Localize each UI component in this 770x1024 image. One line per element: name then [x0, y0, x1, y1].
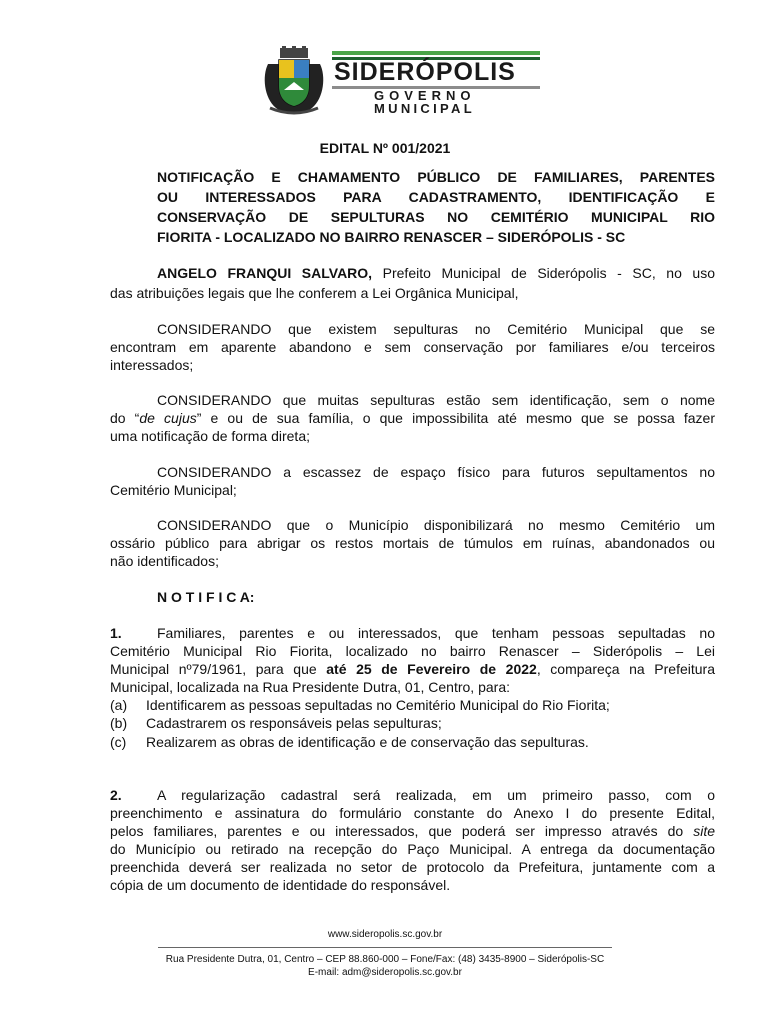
item2-number: 2.	[110, 787, 122, 803]
item1-line-2: Cemitério Municipal Rio Fiorita, localizado no bairro Renascer – Siderópolis – Lei	[110, 643, 715, 659]
considerando1-line-1: CONSIDERANDO que existem sepulturas no Cemitério Municipal que se	[157, 321, 715, 337]
item1-deadline: até 25 de Fevereiro de 2022	[326, 661, 537, 677]
item1-line-3	[110, 660, 715, 678]
subitem-b-text: Cadastrarem os responsáveis pelas sepulturas;	[146, 715, 442, 731]
item2-site-italic: site	[693, 823, 715, 839]
item1-number: 1.	[110, 625, 122, 641]
item2-line-2: preenchimento e assinatura do formulário constante do Anexo I do presente Edital,	[110, 805, 715, 821]
item2-line-3	[110, 822, 715, 840]
item2-line-3-a: pelos familiares, parentes e ou interessados, que poderá ser impresso através do	[110, 823, 694, 839]
subject-line-1: NOTIFICAÇÃO E CHAMAMENTO PÚBLICO DE FAMILIARES, PARENTES	[157, 169, 715, 185]
considerando2-line-2-a: do “	[110, 410, 140, 426]
considerando2-line-1: CONSIDERANDO que muitas sepulturas estão sem identificação, sem o nome	[157, 392, 715, 408]
considerando1-line-3: interessados;	[110, 357, 194, 373]
intro-line-1-rest: Prefeito Municipal de Siderópolis - SC, no uso	[372, 265, 716, 281]
subitem-a	[110, 696, 610, 714]
subitem-b	[110, 714, 442, 732]
subitem-a-text: Identificarem as pessoas sepultadas no Cemitério Municipal do Rio Fiorita;	[146, 697, 610, 713]
brand-bar-green	[332, 51, 540, 55]
item2-line-5: preenchida deverá ser realizada no setor de protocolo da Prefeitura, juntamente com a	[110, 859, 715, 875]
brand-line-1: GOVERNO	[374, 88, 476, 103]
subitem-c	[110, 733, 589, 751]
considerando3-line-2: Cemitério Municipal;	[110, 482, 237, 498]
subitem-c-text: Realizarem as obras de identificação e de conservação das sepulturas.	[146, 734, 589, 750]
subitem-c-key: (c)	[110, 734, 127, 750]
item1-line-3-a: Municipal nº79/1961, para que	[110, 661, 327, 677]
footer-website: www.sideropolis.sc.gov.br	[327, 929, 443, 940]
considerando2-line-2	[110, 409, 715, 427]
subitem-b-key: (b)	[110, 715, 128, 731]
considerando2-line-3: uma notificação de forma direta;	[110, 428, 310, 444]
notifica-heading: N O T I F I C A:	[157, 589, 255, 605]
mayor-name: ANGELO FRANQUI SALVARO,	[157, 265, 373, 281]
footer-divider	[158, 947, 612, 948]
subitem-a-key: (a)	[110, 697, 128, 713]
item1-line-3-b: , compareça na Prefeitura	[536, 661, 715, 677]
item2-line-6: cópia de um documento de identidade do responsável.	[110, 877, 451, 893]
considerando4-line-3: não identificados;	[110, 553, 219, 569]
item2-line-4: do Município ou retirado na recepção do Paço Municipal. A entrega da documentação	[110, 841, 715, 857]
brand-line-2: MUNICIPAL	[374, 101, 475, 116]
considerando2-line-2-b: ” e ou de sua família, o que impossibilita até mesmo que se possa fazer	[196, 410, 716, 426]
considerando2-italic: de cujus	[139, 410, 197, 426]
intro-line-1	[157, 264, 715, 282]
subject-line-3: CONSERVAÇÃO DE SEPULTURAS NO CEMITÉRIO MUNICIPAL RIO	[157, 209, 715, 225]
footer-email: E-mail: adm@sideropolis.sc.gov.br	[308, 967, 462, 978]
intro-line-2: das atribuições legais que lhe conferem a Lei Orgânica Municipal,	[110, 285, 519, 301]
coat-of-arms-icon	[262, 46, 326, 116]
considerando4-line-1: CONSIDERANDO que o Município disponibilizará no mesmo Cemitério um	[157, 517, 715, 533]
subject-line-2: OU INTERESSADOS PARA CADASTRAMENTO, IDENTIFICAÇÃO E	[157, 189, 715, 205]
letterhead	[262, 46, 552, 118]
edital-title: EDITAL Nº 001/2021	[319, 140, 451, 156]
item1-line-1: Familiares, parentes e ou interessados, que tenham pessoas sepultadas no	[157, 625, 715, 641]
brand-name: SIDERÓPOLIS	[334, 58, 516, 86]
footer-address: Rua Presidente Dutra, 01, Centro – CEP 88.860-000 – Fone/Fax: (48) 3435-8900 – Siderópolis-SC	[165, 954, 605, 965]
considerando4-line-2: ossário público para abrigar os restos mortais de túmulos em ruínas, abandonados ou	[110, 535, 715, 551]
item1-line-4: Municipal, localizada na Rua Presidente Dutra, 01, Centro, para:	[110, 679, 510, 695]
considerando1-line-2: encontram em aparente abandono e sem conservação por familiares e/ou terceiros	[110, 339, 715, 355]
subject-line-4: FIORITA - LOCALIZADO NO BAIRRO RENASCER – SIDERÓPOLIS - SC	[157, 229, 626, 245]
considerando3-line-1: CONSIDERANDO a escassez de espaço físico para futuros sepultamentos no	[157, 464, 715, 480]
item2-line-1: A regularização cadastral será realizada, em um primeiro passo, com o	[157, 787, 715, 803]
